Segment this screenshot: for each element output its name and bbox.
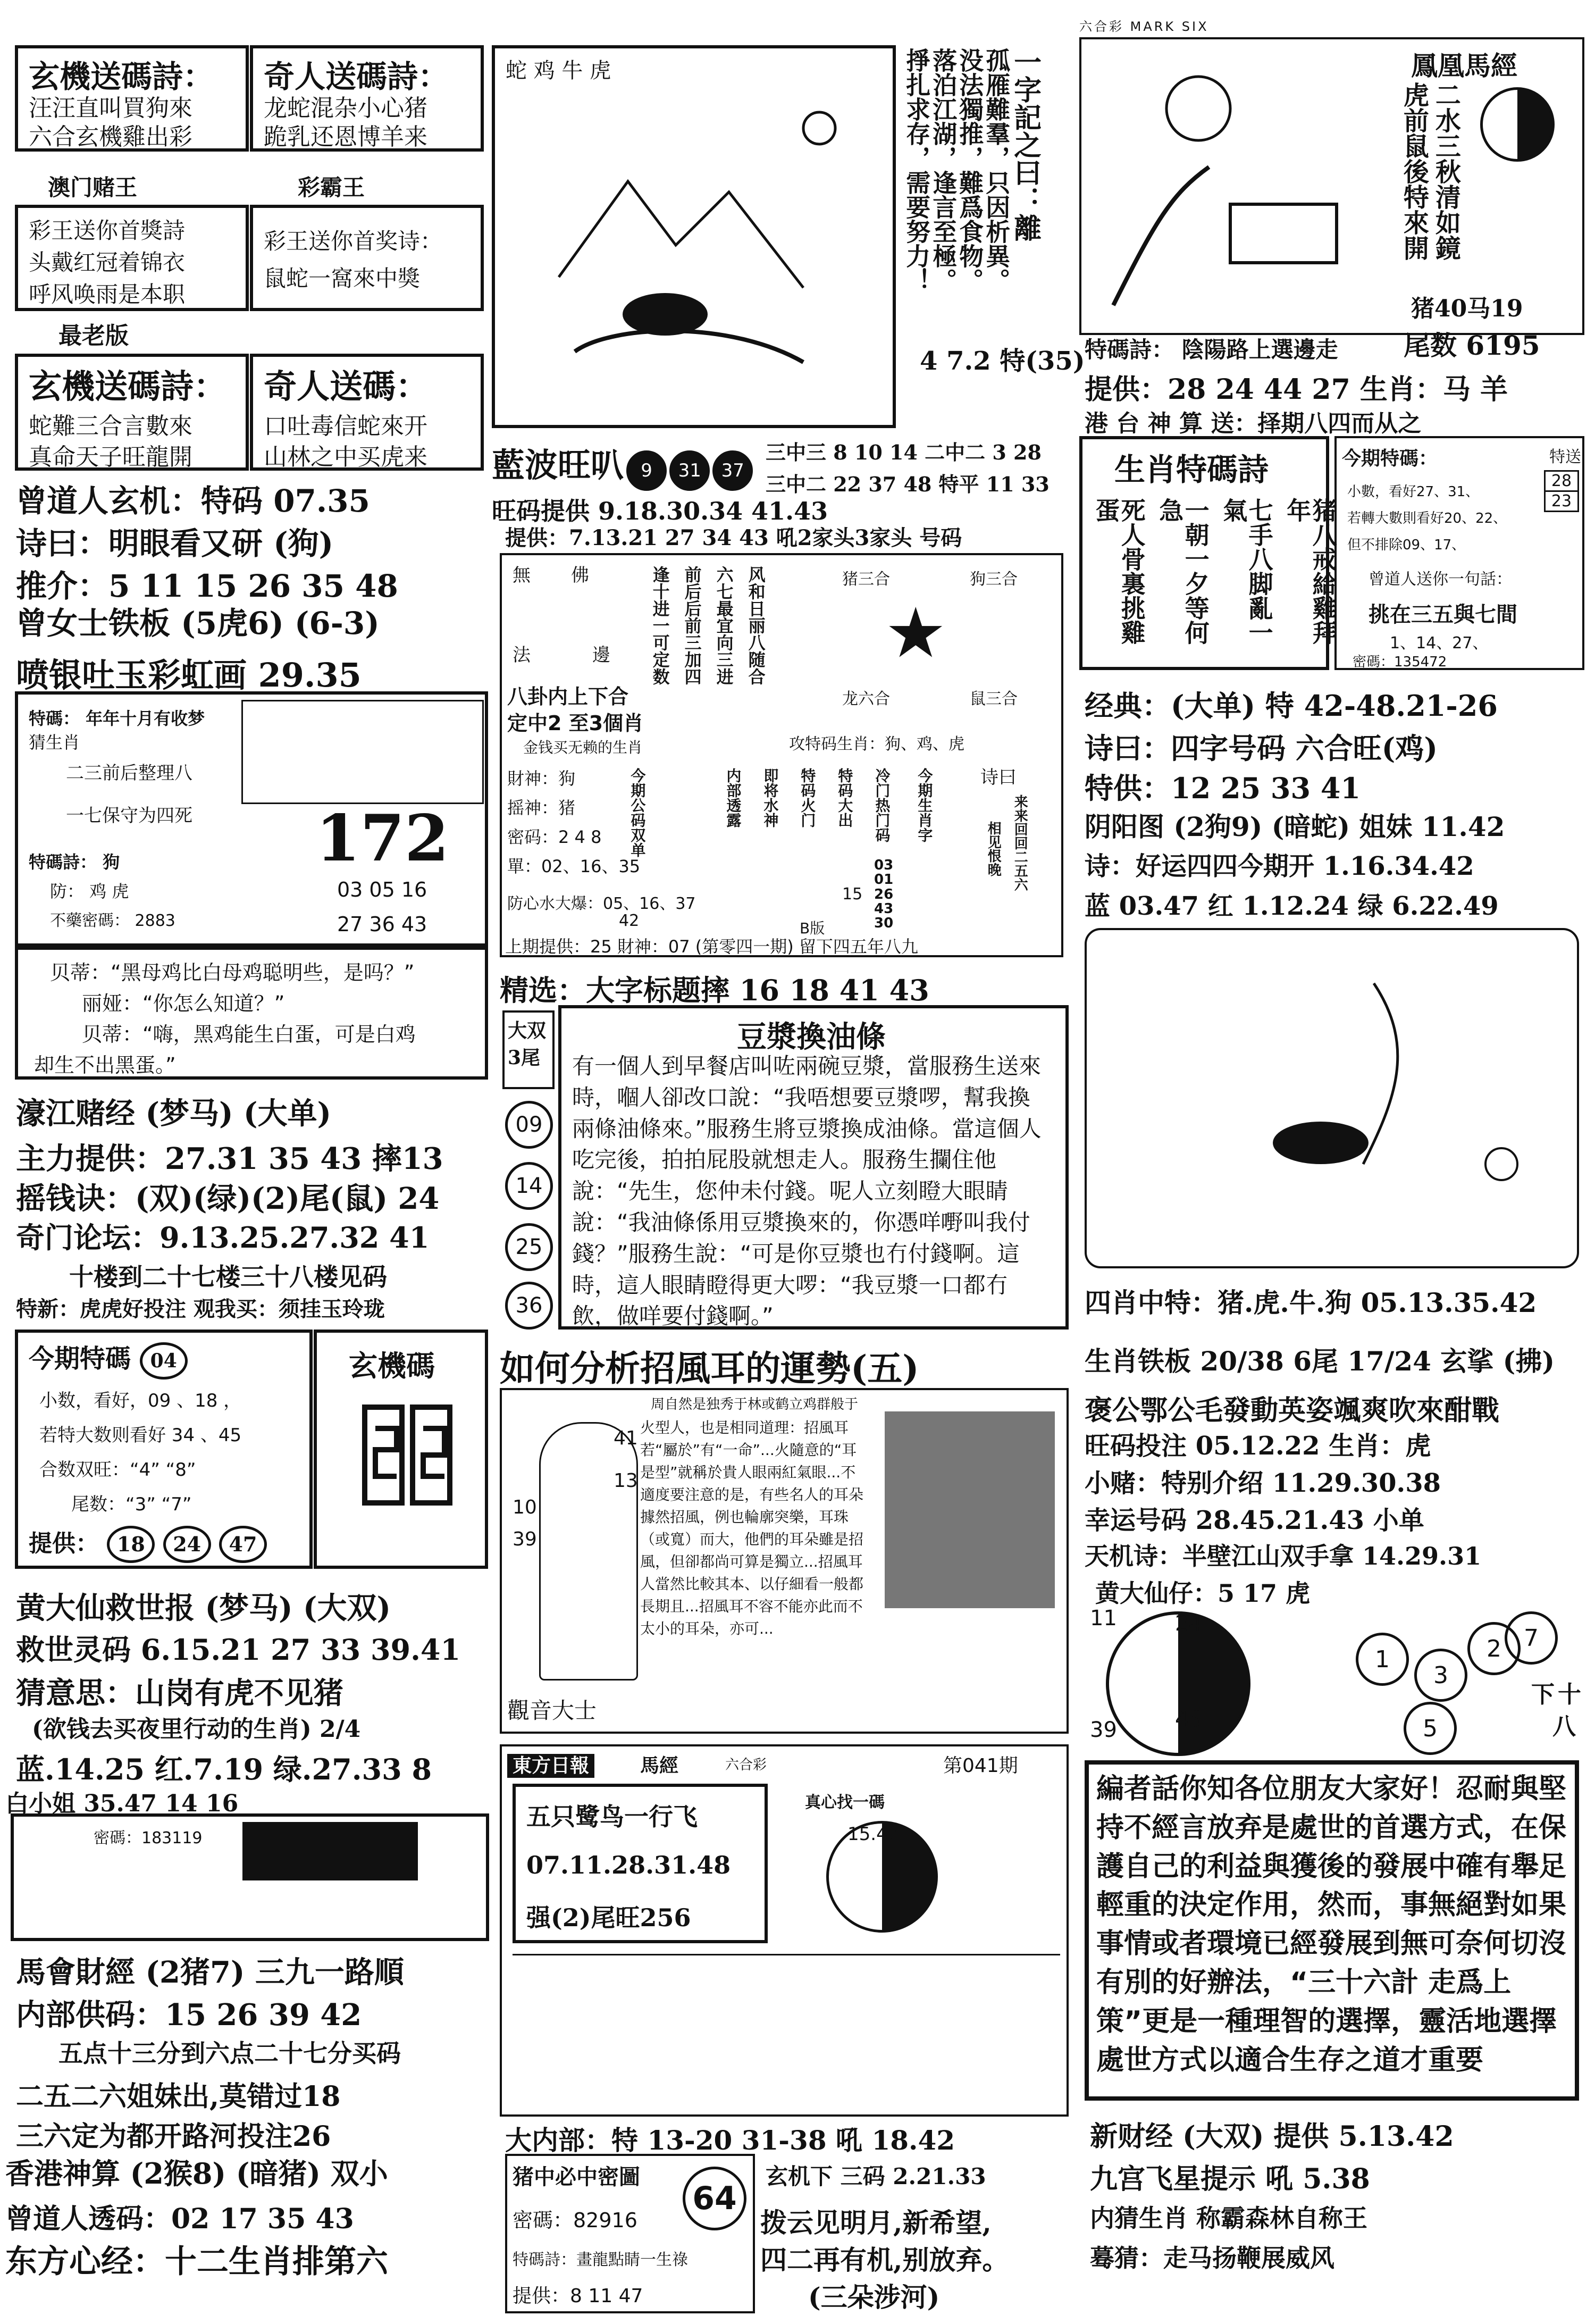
dialog-3: 贝蒂：“嗨，黑鸡能生白蛋，可是白鸡 xyxy=(82,1023,416,1046)
sanzhong-1: 三中三 8 10 14 二中二 3 28 xyxy=(766,440,1042,464)
editorial-text: 編者話你知各位朋友大家好！忍耐與堅持不經言放弃是處世的首選方式，在保護自己的利益與獲後的發展中確有舉足輕重的決定作用，然而，事無絕對如果事情或者環境已經發展到無可奈何切沒有別的好辦法，“三十六計 走爲上策”更是一種理智的選擇，靈活地選擇處世方式以適合生存之道才重要 xyxy=(1096,1773,1567,2076)
jinqi-l4: 尾数：“3” “7” xyxy=(71,1494,192,1515)
gangshi-line: 港 台 神 算 送：择期八四而从之 xyxy=(1085,410,1422,437)
dialog-box xyxy=(15,947,488,1080)
tema-t4: 一七保守为四死 xyxy=(66,805,192,826)
huang-line: 黄大仙仔：5 17 虎 xyxy=(1095,1579,1311,1608)
aomen-line-2: 头戴红冠着锦衣 xyxy=(29,249,186,275)
grid-v2: 前后后前三加四 xyxy=(682,566,702,685)
vtext-5: 掙扎求存，需要努力！ xyxy=(902,48,931,292)
xingyun-line: 幸运号码 28.45.21.43 小单 xyxy=(1085,1506,1424,1535)
sanduo-line: (三朵涉河) xyxy=(808,2281,940,2313)
xuanji-xia: 玄机下 三码 2.21.33 xyxy=(766,2163,986,2189)
tema-t6: 防： 鸡 虎 xyxy=(50,881,129,901)
grid-mima: 密码：2 4 8 xyxy=(507,827,602,847)
caiyi-line: 猜意思：山岗有虎不见猪 xyxy=(16,1676,343,1711)
grid-col-1: 今期公码双单 xyxy=(628,768,647,857)
grid-v4: 风和日丽八随合 xyxy=(745,566,766,685)
grid-shishen: 摇神：猪 xyxy=(507,798,576,818)
xiashi-3: 八 xyxy=(1552,1713,1576,1740)
grid-col-5: 特码大出 xyxy=(836,768,854,827)
zeng-nums: 1、14、27、 xyxy=(1390,634,1489,653)
jinqi-tg-3: 47 xyxy=(219,1526,267,1563)
caiba-line-2: 鼠蛇一窩來中獎 xyxy=(264,265,421,291)
jinqi-tg-1: 18 xyxy=(107,1526,155,1563)
tema-box xyxy=(15,691,488,947)
jingdian-line: 经典：(大单) 特 42-48.21-26 xyxy=(1085,689,1498,723)
siyi-line: 四二再有机,别放弃。 xyxy=(760,2244,1009,2276)
tegong-line: 特供：12 25 33 41 xyxy=(1085,771,1361,805)
grid-dannums: 單：02、16、35 xyxy=(507,856,641,876)
ball-2: 2 xyxy=(1467,1622,1521,1675)
xiashi-1: 下 xyxy=(1531,1681,1555,1708)
dialog-1: 贝蒂：“黑母鸡比白母鸡聪明些，是吗？” xyxy=(50,961,415,984)
grid-huo: 防心水大爆：05、16、37 xyxy=(507,895,696,913)
c3-line-drawing xyxy=(1097,941,1565,1260)
jingxuan-line: 精选：大字标题摔 16 18 41 43 xyxy=(500,973,929,1007)
neibu-line: 内部供码：15 26 39 42 xyxy=(16,1997,362,2033)
qiren-line-1: 龙蛇混杂小心猪 xyxy=(264,95,427,122)
xuanjima-title: 玄機碼 xyxy=(349,1349,435,1383)
qiren-line-2: 跪乳还恩博羊来 xyxy=(264,123,427,151)
mitu-dark-block xyxy=(242,1822,418,1880)
guan-num-2: 13 xyxy=(614,1470,638,1492)
qiren-title: 奇人送碼詩： xyxy=(264,58,449,95)
vtext-1: 一字記之曰：離 xyxy=(1009,48,1041,241)
jinqi-box xyxy=(15,1330,313,1569)
nvshi-line: 曾女士铁板 (5虎6) (6-3) xyxy=(16,605,380,641)
tema-row1: 03 05 16 xyxy=(337,878,427,901)
crane-drawing xyxy=(506,86,878,415)
jinqi-tg-2: 24 xyxy=(163,1526,211,1563)
qiren2-line-2: 山林之中买虎来 xyxy=(264,444,427,471)
qiren2-line-1: 口吐毒信蛇來开 xyxy=(264,413,427,440)
side-num-4: 36 xyxy=(505,1282,553,1330)
zdr-tema: 曾道人玄机：特码 07.35 xyxy=(16,483,370,519)
tieban-line: 生肖铁板 20/38 6尾 17/24 玄挲 (拂) xyxy=(1085,1345,1555,1377)
c3-picture-panel xyxy=(1085,928,1579,1268)
qiren2-box xyxy=(250,354,484,471)
vtext-3: 没法獨推，難爲食物。 xyxy=(955,48,985,292)
star-icon: ★ xyxy=(885,592,947,673)
grid-shiyue: 诗曰 xyxy=(980,767,1017,788)
yy-num-2: 24 xyxy=(1175,1611,1202,1636)
dongfang-line: 东方心经：十二生肖排第六 xyxy=(5,2243,388,2280)
wuzhi-title: 五只鹭鸟一行飞 xyxy=(526,1802,698,1831)
grid-fa: 法 xyxy=(513,645,531,666)
grid-coldnums xyxy=(874,858,893,931)
fenghuang-title: 鳳凰馬經 xyxy=(1411,50,1517,81)
c3-jinqi-tesong: 特送 xyxy=(1549,448,1581,466)
cold-num-2: 01 xyxy=(874,872,894,888)
portrait-photo xyxy=(885,1411,1055,1608)
mitu-box xyxy=(11,1813,489,1941)
zhu-box xyxy=(505,2154,755,2313)
c3-tigong: 提供：28 24 44 27 生肖：马 羊 xyxy=(1085,373,1508,406)
qimen-line: 奇门论坛：9.13.25.27.32 41 xyxy=(16,1220,430,1255)
tema-t2: 猜生肖 xyxy=(29,732,80,753)
grid-col-6: 冷门热门码 xyxy=(873,768,891,842)
xuanji2-line-1: 蛇難三合言數來 xyxy=(29,413,192,440)
grid-caishen: 財神：狗 xyxy=(507,768,576,789)
wudian-line: 五点十三分到六点二十七分买码 xyxy=(58,2039,401,2068)
lanbo-num-2: 31 xyxy=(669,450,710,491)
grid-bban: B版 xyxy=(800,919,825,937)
caiba-box xyxy=(250,205,484,311)
grid-shi-col-1: 来来回回二五六 xyxy=(1012,795,1028,891)
wuzhi-nums: 07.11.28.31.48 xyxy=(526,1851,731,1879)
shengxiao-title: 生肖特碼詩 xyxy=(1114,452,1269,488)
grid-tenums: 15 xyxy=(842,885,863,904)
baogong-line: 褒公鄂公毛發動英姿颯爽吹來酣戰 xyxy=(1085,1394,1500,1427)
sx-col-3: 七手八脚亂一氣 xyxy=(1219,498,1274,645)
mocai-line: 蓦猜：走马扬鞭展威风 xyxy=(1090,2244,1334,2272)
grid-v3: 六七最宜向三进 xyxy=(713,566,734,685)
col2-tigong: 提供：7.13.21 27 34 43 吼2家头3家头 号码 xyxy=(505,525,962,550)
grid-bian: 邊 xyxy=(592,645,610,666)
np-majing: 馬經 xyxy=(640,1755,679,1777)
te-nums: 4 7.2 特(35) xyxy=(920,346,1085,376)
ruhe-sub: 周自然是独秀于林或鹤立鸡群般于 xyxy=(651,1397,859,1412)
c3-jinqi-numbox xyxy=(1544,470,1579,512)
newspaper-box xyxy=(500,1744,1069,2117)
qiren2-title: 奇人送碼： xyxy=(264,367,429,406)
np-qi: 第041期 xyxy=(943,1755,1018,1777)
lanbo-banner xyxy=(492,439,758,484)
xuanji-line-1: 汪汪直叫買狗來 xyxy=(29,95,192,122)
caiba-label: 彩霸王 xyxy=(298,174,365,200)
cold-num-1: 03 xyxy=(874,857,894,873)
grid-gongte: 攻特码生肖：狗、鸡、虎 xyxy=(789,735,964,754)
shiqilou-line: 十楼到二十七楼三十八楼见码 xyxy=(69,1263,387,1291)
grid-zhu: 猪三合 xyxy=(842,570,890,589)
c3-jinqi-l1: 小數，看好27、31、 xyxy=(1347,484,1480,500)
sanliu-line: 三六定为都开路河投注26 xyxy=(16,2120,331,2153)
c3-box-num-2: 23 xyxy=(1546,490,1577,511)
dialog-4: 却生不出黑蛋。” xyxy=(34,1054,176,1077)
sx-col-2: 一朝一夕等何急 xyxy=(1155,498,1210,645)
mitu-mima: 密碼：183119 xyxy=(94,1829,203,1848)
zhu-mima: 密碼：82916 xyxy=(513,2209,637,2232)
big-circle: 64 xyxy=(683,2167,746,2230)
ball-3: 3 xyxy=(1414,1649,1467,1702)
xianggang-line: 香港神算 (2猴8) (暗猪) 双小 xyxy=(5,2156,388,2191)
yy-num-4: 46 xyxy=(1175,1707,1202,1732)
tuijie-line: 推介：5 11 15 26 35 48 xyxy=(16,568,398,604)
jinqi-title: 今期特碼 04 xyxy=(29,1338,188,1380)
tema-t7: 不藥密碼： 2883 xyxy=(50,912,175,930)
fh-yinyang-icon xyxy=(1480,87,1555,162)
editorial-box xyxy=(1085,1760,1579,2101)
caiba-line-1: 彩王送你首奖诗： xyxy=(264,228,443,254)
grid-dingzhong: 定中2 至3個肖 xyxy=(507,712,644,735)
yaoqian-line: 摇钱诀：(双)(绿)(2)尾(鼠) 24 xyxy=(16,1181,440,1216)
aomen-label: 澳门赌王 xyxy=(48,174,138,200)
guan-num-3: 10 xyxy=(513,1497,537,1518)
zeng-song: 曾道人送你一句話： xyxy=(1369,570,1512,589)
cow-tree-drawing xyxy=(1092,61,1390,316)
qiren-poem-box xyxy=(250,45,484,152)
xuanjima-glyph xyxy=(354,1397,455,1514)
masheng-line: 馬會財經 (2猪7) 三九一路順 xyxy=(16,1955,404,1990)
c3-box-num-1: 28 xyxy=(1551,472,1572,490)
shi2-line: 诗：好运四四今期开 1.16.34.42 xyxy=(1085,851,1474,881)
mark-six-strip: 六合彩 MARK SIX xyxy=(1079,19,1209,34)
ball-1: 1 xyxy=(1356,1633,1409,1686)
tema-t5: 特碼詩： 狗 xyxy=(29,852,120,872)
grid-col-4: 特码火门 xyxy=(799,768,817,827)
zhu-mi: 猪中必中密圖 xyxy=(513,2164,640,2189)
xuanji2-box xyxy=(15,354,249,471)
grid-shi-col-2: 相见恨晚 xyxy=(985,821,1002,876)
xuanji-poem-box xyxy=(15,45,249,152)
guanyin-figure xyxy=(539,1422,638,1681)
temashi-line: 特碼詩： 陰陽路上選邊走 xyxy=(1085,337,1338,363)
zhuli-line: 主力提供：27.31 35 43 摔13 xyxy=(16,1141,443,1176)
wuzhi-box xyxy=(513,1784,768,1943)
baixiaojie-line: 白小姐 35.47 14 16 xyxy=(5,1790,239,1817)
fh-note: 猪40马19 xyxy=(1411,295,1523,322)
aomen-box xyxy=(15,205,249,311)
c3-jinqi-l2: 若轉大數則看好20、22、 xyxy=(1347,511,1507,526)
grid-box xyxy=(500,553,1063,957)
tebie-line: 特新：虎虎好投注 观我买：须挂玉玲珑 xyxy=(16,1297,385,1322)
zhu-ti: 提供：8 11 47 xyxy=(513,2285,643,2307)
np-small-print xyxy=(513,1954,1060,2104)
zhu-shi: 特碼詩：畫龍點睛一生祿 xyxy=(513,2251,688,2269)
sixiao-line: 四肖中特：猪.虎.牛.狗 05.13.35.42 xyxy=(1085,1287,1537,1318)
guanyin-caption: 觀音大士 xyxy=(507,1698,597,1724)
doujiang-text: 有一個人到早餐店叫咗兩碗豆漿，當服務生送來時，嗰人卻改口說：“我唔想要豆漿啰，幫我換兩條油條來。”服務生將豆漿換成油條。當這個人吃完後，拍拍屁股就想走人。服務生攔住他說：“先生，您仲未付錢。呢人立刻瞪大眼睛說：“我油條係用豆漿換來的，你憑咩嘢叫我付錢？”服務生說：“可是你豆漿也冇付錢啊。這時，這人眼睛瞪得更大啰：“我豆漿一口都冇飲，做咩要付錢啊。” xyxy=(572,1053,1042,1330)
cold-num-5: 30 xyxy=(874,915,894,932)
comic-panel xyxy=(241,700,484,804)
top-panel-caption: 蛇 鸡 牛 虎 xyxy=(506,58,611,83)
zuilao-label: 最老版 xyxy=(58,322,129,349)
tema-big-number: 172 xyxy=(316,801,449,876)
boyun-line: 拨云见明月,新希望, xyxy=(760,2207,992,2238)
vtext-2: 孤雁難羣，只因析異。 xyxy=(982,48,1011,292)
xuanji-title: 玄機送碼詩： xyxy=(29,58,214,95)
zhenxin-title: 真心找一碼 xyxy=(805,1793,885,1812)
xuanji-line-2: 六合玄機雞出彩 xyxy=(29,123,192,151)
grid-huo2: 42 xyxy=(619,912,640,930)
grid-qianfa: 金钱买无赖的生肖 xyxy=(523,739,643,756)
jinqi-l2: 若特大数则看好 34 、45 xyxy=(39,1425,242,1446)
grid-shangqi: 上期提供：25 財神：07 (第零四一期) 留下四五年八九 xyxy=(505,937,918,957)
lanbo-title: 藍波旺叭 xyxy=(492,446,624,484)
xuanji2-title: 玄機送碼詩： xyxy=(29,367,227,406)
c3-jinqi-box xyxy=(1334,436,1584,670)
ball-4: 7 xyxy=(1505,1611,1558,1665)
tema-row2: 27 36 43 xyxy=(337,913,427,936)
vertical-text-block xyxy=(904,48,1047,324)
cold-num-3: 26 xyxy=(874,886,894,902)
fh-poem-2: 二水三秋清如鏡 xyxy=(1431,82,1461,261)
vtext-4: 落泊江湖，逢言至極。 xyxy=(929,48,958,292)
xiashi-2: 十 xyxy=(1558,1681,1581,1708)
yy-num-3: 39 xyxy=(1090,1718,1117,1742)
lanbo-num-1: 9 xyxy=(626,450,667,491)
lanbo-num-3: 37 xyxy=(712,450,753,491)
doujiang-title: 豆漿換油條 xyxy=(737,1019,886,1055)
grid-long: 龙六合 xyxy=(842,690,890,708)
fh-poem-1: 虎前鼠後特來開 xyxy=(1399,82,1429,261)
dashuang-tag xyxy=(502,1010,555,1089)
tema-t3: 二三前后整理八 xyxy=(66,763,192,784)
zengdr2-line: 曾道人透码：02 17 35 43 xyxy=(5,2203,354,2235)
tema-t1: 特碼： 年年十月有收梦 xyxy=(29,708,205,729)
doujiang-box xyxy=(558,1005,1069,1330)
qiang-line: 强(2)尾旺256 xyxy=(526,1903,691,1932)
jiugong-line: 九宫飞星提示 吼 5.38 xyxy=(1090,2163,1370,2195)
weishu-line: 尾数 6195 xyxy=(1404,330,1540,361)
c3-jinqi-title: 今期特碼： xyxy=(1342,447,1438,470)
zeng-mima: 密碼：135472 xyxy=(1353,654,1447,670)
ruhe-box xyxy=(500,1388,1069,1734)
c3-lan-line: 蓝 03.47 红 1.12.24 绿 6.22.49 xyxy=(1085,891,1499,921)
erwu-line: 二五二六姐妹出,莫错过18 xyxy=(16,2080,341,2113)
ball-5: 5 xyxy=(1404,1702,1457,1755)
jinqi-l1: 小数，看好，09 、18 ， xyxy=(39,1390,242,1411)
sx-col-1: 死人骨裏挑雞蛋 xyxy=(1092,498,1146,645)
grid-gou: 狗三合 xyxy=(970,570,1018,589)
np-dongfang: 東方日報 xyxy=(507,1751,594,1778)
sx-col-4: 猪八戒給雞拜年 xyxy=(1283,498,1338,645)
zeng-ju: 挑在三五與七間 xyxy=(1369,602,1517,627)
neicai-line: 内猜生肖 称霸森林自称王 xyxy=(1090,2204,1368,2233)
side-num-3: 25 xyxy=(505,1223,553,1271)
sanzhong-2: 三中二 22 37 48 特平 11 33 xyxy=(766,472,1050,496)
dashuang-text: 大双 3尾 xyxy=(508,1019,547,1069)
c3-jinqi-l3: 但不排除09、17、 xyxy=(1347,537,1466,553)
jiushi-line: 救世灵码 6.15.21 27 33 39.41 xyxy=(16,1633,461,1667)
dong-num: 15.42 xyxy=(847,1824,900,1845)
jinqi-l3: 合数双旺：“4” “8” xyxy=(39,1459,196,1481)
guan-num-1: 41 xyxy=(614,1427,638,1449)
xuanjima-box xyxy=(314,1330,488,1569)
da-line: 大内部：特 13-20 31-38 吼 18.42 xyxy=(505,2125,955,2156)
ruhe-title: 如何分析招風耳的運勢(五) xyxy=(500,1348,919,1389)
np-liuhe: 六合彩 xyxy=(725,1757,767,1773)
huangdaxian-line: 黄大仙救世报 (梦马) (大双) xyxy=(16,1591,391,1626)
grid-col-2: 内部透露 xyxy=(724,768,742,827)
grid-fo: 佛 xyxy=(571,565,589,586)
cold-num-4: 43 xyxy=(874,900,894,917)
aomen-line-3: 呼风唤雨是本职 xyxy=(29,281,186,307)
c3-wangma: 旺码投注 05.12.22 生肖：虎 xyxy=(1085,1431,1431,1461)
xincai-line: 新财经 (大双) 提供 5.13.42 xyxy=(1090,2120,1454,2153)
guan-num-4: 39 xyxy=(513,1528,537,1550)
grid-wu: 無 xyxy=(513,565,531,586)
lan-line: 蓝.14.25 红.7.19 绿.27.33 8 xyxy=(16,1752,432,1786)
fenghuang-box xyxy=(1079,37,1584,335)
penyin-line: 喷银吐玉彩虹画 29.35 xyxy=(16,656,362,695)
yinyang-line: 阴阳图 (2狗9) (暗蛇) 姐妹 11.42 xyxy=(1085,811,1505,842)
top-picture-panel xyxy=(492,45,896,428)
grid-shu: 鼠三合 xyxy=(970,690,1018,708)
xiaodu-line: 小赌：特别介绍 11.29.30.38 xyxy=(1085,1468,1441,1498)
yuqian-line: (欲钱去买夜里行动的生肖) 2/4 xyxy=(32,1716,361,1743)
yy-num-1: 11 xyxy=(1090,1606,1117,1631)
poem-line: 诗曰：明眼看又研 (狗) xyxy=(16,525,334,562)
jinqi-num: 04 xyxy=(140,1342,188,1380)
side-num-2: 14 xyxy=(505,1162,553,1210)
grid-v1: 逢十进一可定数 xyxy=(650,566,670,685)
jinqi-tigong: 提供： 18 24 47 xyxy=(29,1524,267,1563)
tianji-line: 天机诗：半壁江山双手拿 14.29.31 xyxy=(1085,1542,1482,1570)
wangma-line: 旺码提供 9.18.30.34 41.43 xyxy=(492,497,828,525)
haojiang-line: 濠江赌经 (梦马) (大单) xyxy=(16,1096,331,1131)
side-num-1: 09 xyxy=(505,1101,553,1149)
aomen-line-1: 彩王送你首獎詩 xyxy=(29,218,186,244)
dialog-2: 丽娅：“你怎么知道？” xyxy=(82,992,285,1015)
grid-bagua: 八卦内上下合 xyxy=(507,685,629,708)
grid-col-7: 今期生肖字 xyxy=(916,768,934,842)
xuanji2-line-2: 真命天子旺龍開 xyxy=(29,444,192,471)
ruhe-text: 火型人，也是相同道理：招風耳若“屬於”有“一命”...火隨意的“耳是型”就稱於貴人眼兩紅氣眼...不適度要注意的是，有些名人的耳朵據然招風，例也輪廓突樂，耳珠（或寬）而大，他們的耳朵雖是招風，但卻都尚可算是獨立...招風耳人當然比較其本、以仔細看一般都長期且...招風耳不容不能亦此而不太小的耳朵，亦可... xyxy=(640,1419,864,1637)
grid-col-3: 即将水神 xyxy=(761,768,779,827)
shengxiao-box xyxy=(1079,436,1338,670)
c3-shiyue: 诗曰：四字号码 六合旺(鸡) xyxy=(1085,731,1438,765)
